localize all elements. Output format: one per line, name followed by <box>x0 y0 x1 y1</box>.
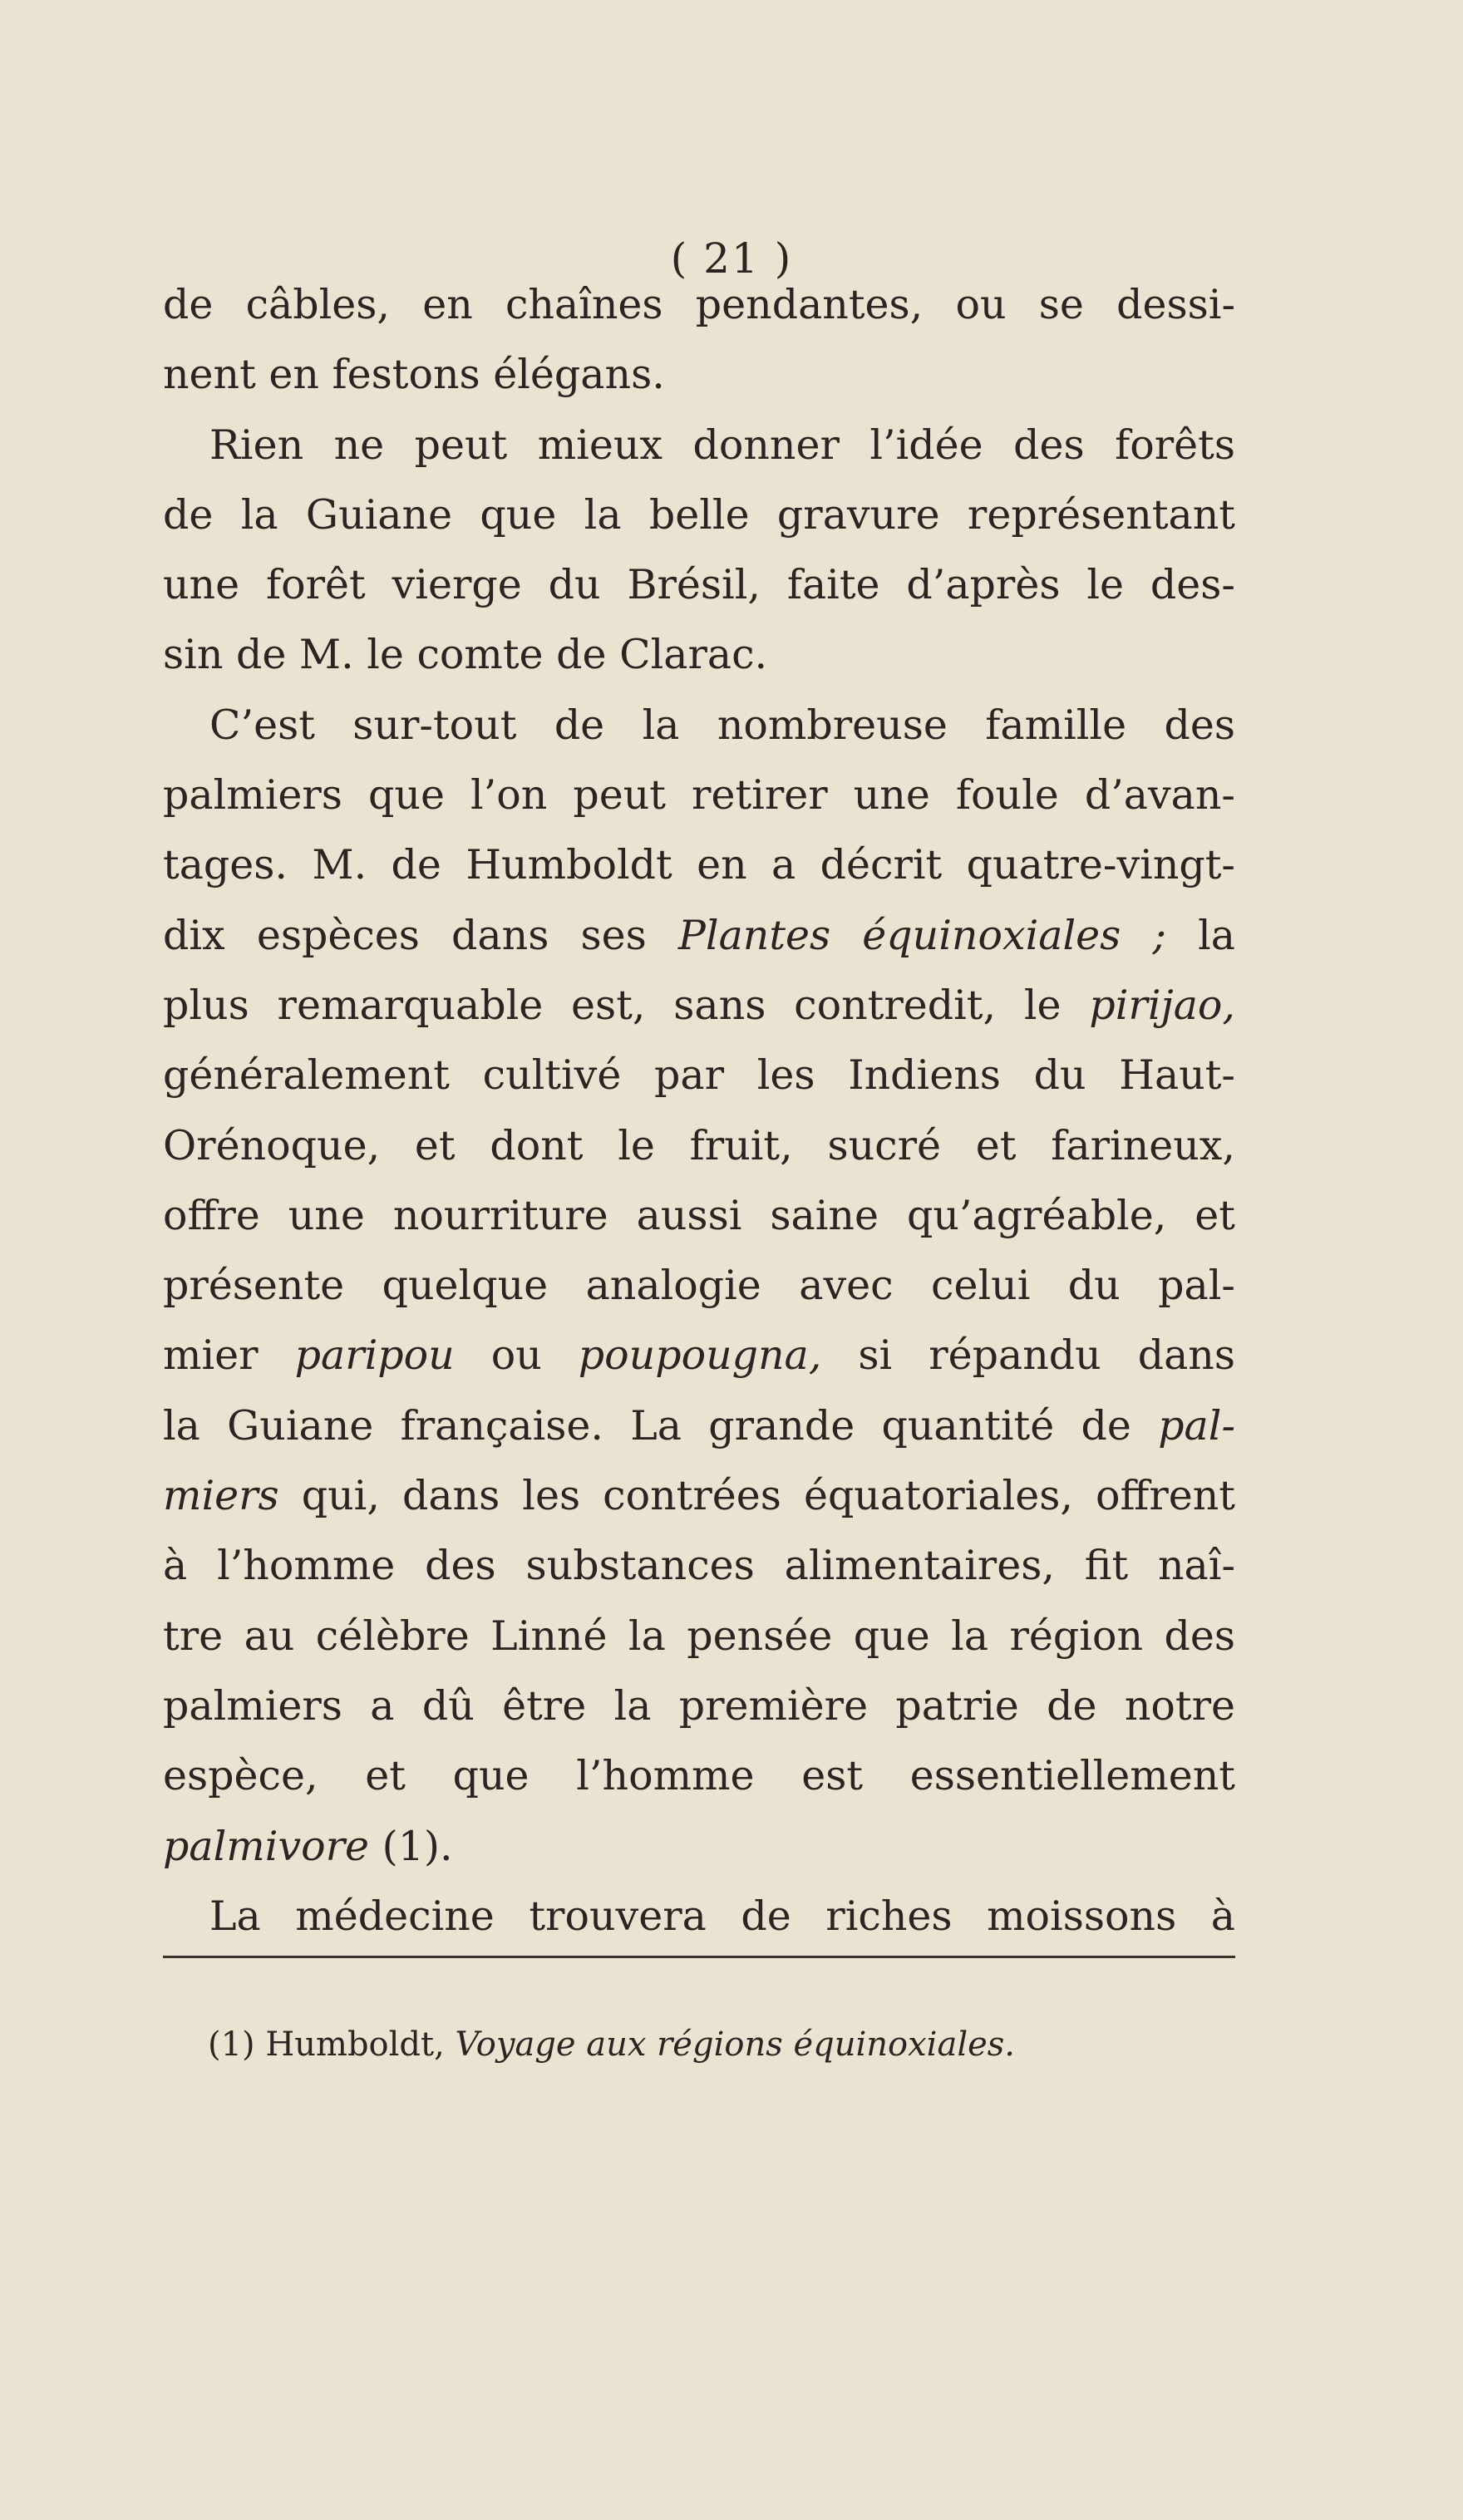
line-text: (1). <box>369 1822 453 1870</box>
line-text: à l’homme des substances alimentaires, fit naî- <box>163 1542 1235 1590</box>
text-line <box>163 620 1235 690</box>
text-line <box>163 901 1235 971</box>
line-text: espèce, et que l’homme est essentiellement <box>163 1752 1235 1800</box>
line-text: nent en festons élégans. <box>163 351 665 399</box>
text-line <box>163 691 1235 760</box>
line-text: qui, dans les contrées équatoriales, offrent <box>278 1472 1235 1520</box>
text-line <box>163 760 1235 830</box>
text-line <box>163 550 1235 620</box>
footnote-rule <box>163 1956 1235 1958</box>
line-text: une forêt vierge du Brésil, faite d’après le des- <box>163 561 1235 609</box>
footnote-title: Voyage aux régions équinoxiales. <box>455 2025 1016 2064</box>
line-text: C’est sur-tout de la nombreuse famille des <box>209 701 1235 749</box>
line-text: palmiers que l’on peut retirer une foule d’avan- <box>163 771 1235 819</box>
line-text: de la Guiane que la belle gravure représentant <box>163 490 1235 539</box>
line-text: tages. M. de Humboldt en a décrit quatre-vingt- <box>163 841 1235 889</box>
text-line <box>163 1321 1235 1390</box>
line-text: Rien ne peut mieux donner l’idée des forêts <box>209 421 1235 469</box>
line-text: si répandu dans <box>821 1331 1235 1380</box>
italic-text: Plantes équinoxiales ; <box>677 911 1166 959</box>
line-text: dix espèces dans ses <box>163 911 678 959</box>
text-line <box>163 830 1235 900</box>
line-text: ou <box>454 1331 579 1380</box>
line-text: tre au célèbre Linné la pensée que la région des <box>163 1612 1235 1660</box>
line-text: la Guiane française. La grande quantité de <box>163 1401 1159 1449</box>
line-text: sin de M. le comte de Clarac. <box>163 631 768 679</box>
text-line <box>163 1812 1235 1882</box>
text-line <box>163 1531 1235 1601</box>
line-text: la <box>1165 911 1235 959</box>
line-text: mier <box>163 1331 295 1380</box>
text-line <box>163 1251 1235 1321</box>
italic-text: pirijao, <box>1089 981 1235 1029</box>
text-line <box>163 270 1235 340</box>
line-text: Orénoque, et dont le fruit, sucré et farineux, <box>163 1121 1235 1169</box>
line-text: de câbles, en chaînes pendantes, ou se dessi- <box>163 281 1235 328</box>
line-text: présente quelque analogie avec celui du pal- <box>163 1262 1235 1310</box>
italic-text: pal- <box>1158 1401 1235 1449</box>
page-number: ( 21 ) <box>670 234 793 283</box>
body-text <box>163 270 1235 1952</box>
text-line <box>163 340 1235 410</box>
text-line <box>163 1391 1235 1461</box>
text-line <box>163 1111 1235 1181</box>
text-line <box>163 1181 1235 1251</box>
line-text: palmiers a dû être la première patrie de notre <box>163 1681 1235 1730</box>
footnote-marker: (1) Humboldt, <box>208 2025 456 2064</box>
footnote <box>208 2020 1015 2070</box>
text-line <box>163 971 1235 1041</box>
text-line <box>163 1602 1235 1671</box>
line-text: La médecine trouvera de riches moissons à <box>209 1892 1235 1940</box>
text-line <box>163 1741 1235 1811</box>
line-text: plus remarquable est, sans contredit, le <box>163 981 1090 1029</box>
italic-text: palmivore <box>163 1822 369 1870</box>
text-line <box>163 1671 1235 1741</box>
text-line <box>163 1461 1235 1531</box>
line-text: offre une nourriture aussi saine qu’agréable, et <box>163 1191 1235 1239</box>
text-line <box>163 1041 1235 1110</box>
italic-text: miers <box>163 1472 279 1520</box>
italic-text: poupougna, <box>578 1331 822 1380</box>
line-text: généralement cultivé par les Indiens du Haut- <box>163 1051 1235 1100</box>
text-line <box>163 411 1235 480</box>
italic-text: paripou <box>294 1331 455 1380</box>
text-line <box>163 480 1235 550</box>
text-line <box>163 1882 1235 1952</box>
